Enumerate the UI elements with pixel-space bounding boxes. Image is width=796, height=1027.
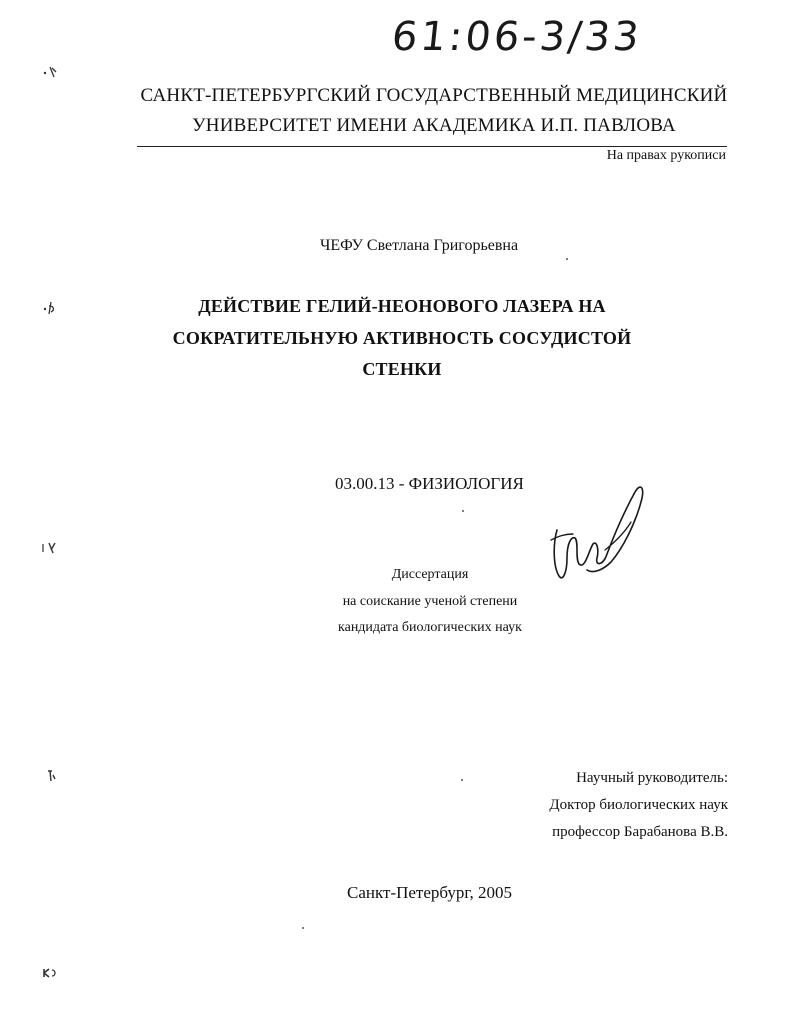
- scan-speck: [462, 510, 464, 512]
- thesis-title-line3: СТЕНКИ: [362, 359, 442, 379]
- binding-mark-icon: [40, 300, 62, 316]
- binding-mark-icon: [40, 540, 62, 556]
- dissertation-degree-line1: на соискание ученой степени: [342, 594, 518, 609]
- university-name-line2: УНИВЕРСИТЕТ ИМЕНИ АКАДЕМИКА И.П. ПАВЛОВА: [192, 115, 676, 136]
- advisor-degree: Доктор биологических наук: [549, 797, 728, 813]
- scan-speck: [461, 779, 463, 781]
- specialty-code: 03.00.13 - ФИЗИОЛОГИЯ: [335, 474, 524, 493]
- binding-mark-icon: [40, 64, 62, 80]
- rights-notice: На правах рукописи: [606, 148, 726, 163]
- scan-speck: [302, 927, 304, 929]
- author-name: ЧЕФУ Светлана Григорьевна: [320, 237, 519, 254]
- binding-mark-icon: [40, 768, 62, 784]
- advisor-name: профессор Барабанова В.В.: [552, 824, 728, 840]
- thesis-title-line1: ДЕЙСТВИЕ ГЕЛИЙ-НЕОНОВОГО ЛАЗЕРА НА: [198, 296, 606, 316]
- scan-speck: [566, 258, 568, 260]
- binding-mark-icon: [40, 965, 62, 981]
- header-divider: [137, 146, 727, 147]
- city-year: Санкт-Петербург, 2005: [347, 883, 512, 902]
- dissertation-label: Диссертация: [391, 567, 469, 582]
- dissertation-degree-line2: кандидата биологических наук: [338, 620, 522, 635]
- archive-code-handwritten: 61:06-3/33: [389, 14, 644, 60]
- university-name-line1: САНКТ-ПЕТЕРБУРГСКИЙ ГОСУДАРСТВЕННЫЙ МЕДИЦИНСКИЙ: [140, 85, 728, 106]
- thesis-title-line2: СОКРАТИТЕЛЬНУЮ АКТИВНОСТЬ СОСУДИСТОЙ: [172, 328, 632, 348]
- advisor-heading: Научный руководитель:: [576, 770, 728, 786]
